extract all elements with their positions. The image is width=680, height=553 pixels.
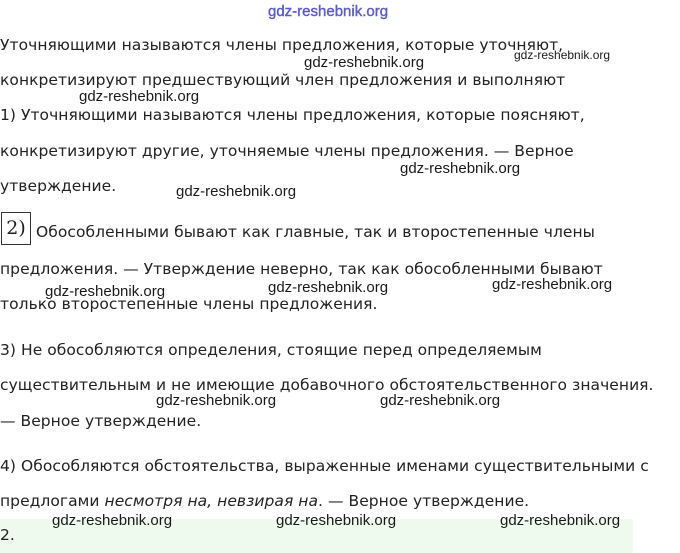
text-line-1: Уточняющими называются члены предложения, которые уточняют, (0, 36, 564, 54)
text-line-9: 3) Не обособляются определения, стоящие перед определяемым (0, 341, 542, 359)
watermark: gdz-reshebnik.org (156, 392, 277, 409)
text-line-6: Обособленными бывают как главные, так и второстепенные члены (36, 223, 595, 241)
watermark: gdz-reshebnik.org (500, 512, 621, 529)
text-line-12: 4) Обособляются обстоятельства, выраженные именами существительными с (0, 457, 649, 475)
watermark: gdz-reshebnik.org (45, 283, 166, 300)
watermark: gdz-reshebnik.org (268, 279, 389, 296)
watermark: gdz-reshebnik.org (276, 512, 397, 529)
text-line-4: конкретизируют другие, уточняемые члены предложения. — Верное (0, 142, 574, 160)
text-line-11: — Верное утверждение. (0, 412, 202, 430)
text-line-2: конкретизируют предшествующий член предложения и выполняют (0, 71, 566, 89)
watermark: gdz-reshebnik.org (400, 160, 521, 177)
next-task-number: 2. (0, 526, 15, 544)
text-line-10: существительным и не имеющие добавочного обстоятельственного значения. (0, 376, 654, 394)
watermark-top: gdz-reshebnik.org (268, 3, 389, 20)
text-line-13-end: . — Верное утверждение. (318, 492, 530, 510)
watermark: gdz-reshebnik.org (79, 88, 200, 105)
watermark: gdz-reshebnik.org (492, 276, 613, 293)
watermark: gdz-reshebnik.org (52, 512, 173, 529)
text-line-3: 1) Уточняющими называются члены предложения, которые поясняют, (0, 106, 585, 124)
watermark: gdz-reshebnik.org (380, 392, 501, 409)
text-line-5: утверждение. (0, 177, 117, 195)
watermark: gdz-reshebnik.org (304, 54, 425, 71)
text-line-13 (0, 491, 529, 511)
watermark: gdz-reshebnik.org (176, 183, 297, 200)
italic-prepositions: несмотря на, невзирая на (104, 492, 319, 510)
text-line-13-start: предлогами (0, 492, 105, 510)
text-line-8: только второстепенные члены предложения. (0, 295, 378, 313)
watermark: gdz-reshebnik.org (514, 48, 611, 62)
text-line-7: предложения. — Утверждение неверно, так как обособленными бывают (0, 260, 603, 278)
boxed-item-number: 2) (1, 212, 31, 245)
